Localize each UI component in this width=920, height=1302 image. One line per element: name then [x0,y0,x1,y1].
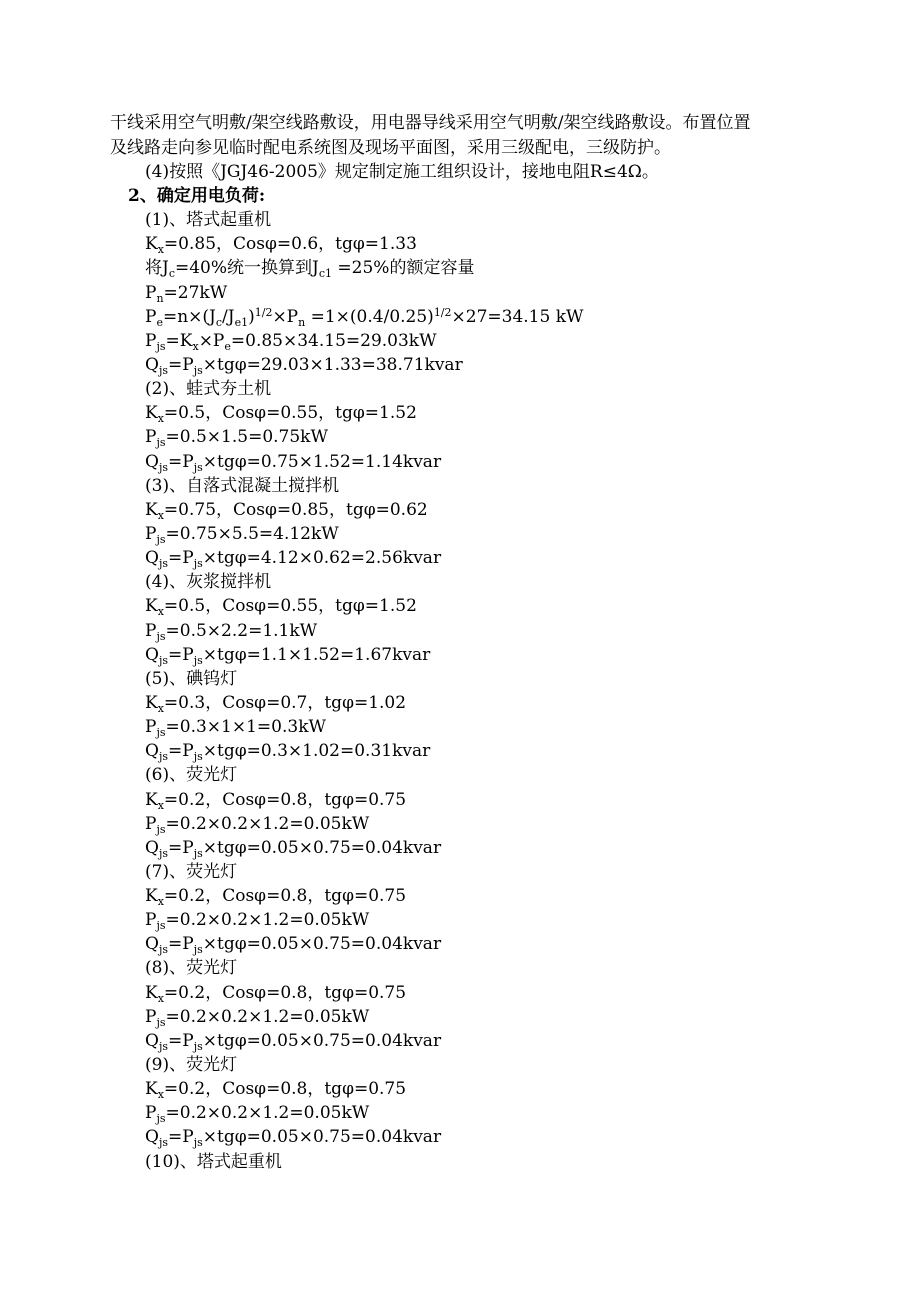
kx-line: $K_x=0.2$，Cosφ=0.8，tgφ=0.75 [145,886,407,908]
section-title: 2、确定用电负荷: [128,186,266,206]
qjs-line: $Q_{js}=P_{js}\times tg\varphi=0.05\times 0.75=0.04kvar$ [145,934,442,956]
item-title: (5)、碘钨灯 [145,669,238,689]
pn-line: $P_n=27kW$ [145,283,228,305]
pjs-line: $P_{js}=0.3\times 1\times 1=0.3kW$ [145,717,326,739]
pjs-line: $P_{js}=K_x\times P_e=0.85\times 34.15=29.03kW$ [145,331,437,353]
pjs-line: $P_{js}=0.2\times 0.2\times 1.2=0.05kW$ [145,1103,370,1125]
item-title: (6)、荧光灯 [145,765,238,785]
item-title: (7)、荧光灯 [145,862,238,882]
kx-line: $K_x=0.75$，Cosφ=0.85，tgφ=0.62 [145,500,428,522]
pjs-line: $P_{js}=0.75\times 5.5=4.12kW$ [145,524,339,546]
qjs-line: $Q_{js}=P_{js}\times tg\varphi=0.3\times 1.02=0.31kvar$ [145,741,431,763]
pjs-line: $P_{js}=0.2\times 0.2\times 1.2=0.05kW$ [145,1007,370,1029]
pe-line: $P_e=n\times(J_c/J_{e1})^{1/2}\times P_n =1\times(0.4/0.25)^{1/2}\times 27=34.15$ kW [145,306,584,329]
item-title: (2)、蛙式夯土机 [145,379,272,399]
qjs-line: $Q_{js}=P_{js}\times tg\varphi=0.05\times 0.75=0.04kvar$ [145,1031,442,1053]
intro-line-3: (4)按照《JGJ46-2005》规定制定施工组织设计，接地电阻R≤4Ω。 [145,162,659,182]
qjs-line: $Q_{js}=P_{js}\times tg\varphi=29.03\times 1.33=38.71kvar$ [145,355,463,377]
pjs-line: $P_{js}=0.5\times 2.2=1.1kW$ [145,621,318,643]
item-title: (10)、塔式起重机 [145,1152,282,1172]
item-title: (4)、灰浆搅拌机 [145,572,272,592]
qjs-line: $Q_{js}=P_{js}\times tg\varphi=1.1\times 1.52=1.67kvar$ [145,645,431,667]
item-title: (9)、荧光灯 [145,1055,238,1075]
kx-line: $K_x=0.2$，Cosφ=0.8，tgφ=0.75 [145,790,407,812]
pjs-line: $P_{js}=0.2\times 0.2\times 1.2=0.05kW$ [145,910,370,932]
qjs-line: $Q_{js}=P_{js}\times tg\varphi=0.75\times 1.52=1.14kvar$ [145,452,442,474]
kx-line: $K_x=0.3$，Cosφ=0.7，tgφ=1.02 [145,693,407,715]
kx-line: $K_x=0.2$，Cosφ=0.8，tgφ=0.75 [145,983,407,1005]
kx-line: $K_x=0.2$，Cosφ=0.8，tgφ=0.75 [145,1079,407,1101]
intro-line-1: 干线采用空气明敷/架空线路敷设，用电器导线采用空气明敷/架空线路敷设。布置位置 [110,113,751,133]
pjs-line: $P_{js}=0.5\times 1.5=0.75kW$ [145,427,328,449]
pjs-line: $P_{js}=0.2\times 0.2\times 1.2=0.05kW$ [145,814,370,836]
item-title: (1)、塔式起重机 [145,210,272,230]
intro-line-2: 及线路走向参见临时配电系统图及现场平面图，采用三级配电，三级防护。 [110,138,671,158]
qjs-line: $Q_{js}=P_{js}\times tg\varphi=0.05\times 0.75=0.04kvar$ [145,838,442,860]
qjs-line: $Q_{js}=P_{js}\times tg\varphi=0.05\times 0.75=0.04kvar$ [145,1127,442,1149]
qjs-line: $Q_{js}=P_{js}\times tg\varphi=4.12\times 0.62=2.56kvar$ [145,548,442,570]
kx-line: $K_x=0.5$，Cosφ=0.55，tgφ=1.52 [145,403,417,425]
conversion-line: 将$J_c=40\%$统一换算到$J_{c1} =25\%$的额定容量 [145,258,475,280]
item-title: (3)、自落式混凝土搅拌机 [145,476,340,496]
item-title: (8)、荧光灯 [145,958,238,978]
kx-line: $K_x=0.85$，Cosφ=0.6，tgφ=1.33 [145,234,417,256]
kx-line: $K_x=0.5$，Cosφ=0.55，tgφ=1.52 [145,596,417,618]
